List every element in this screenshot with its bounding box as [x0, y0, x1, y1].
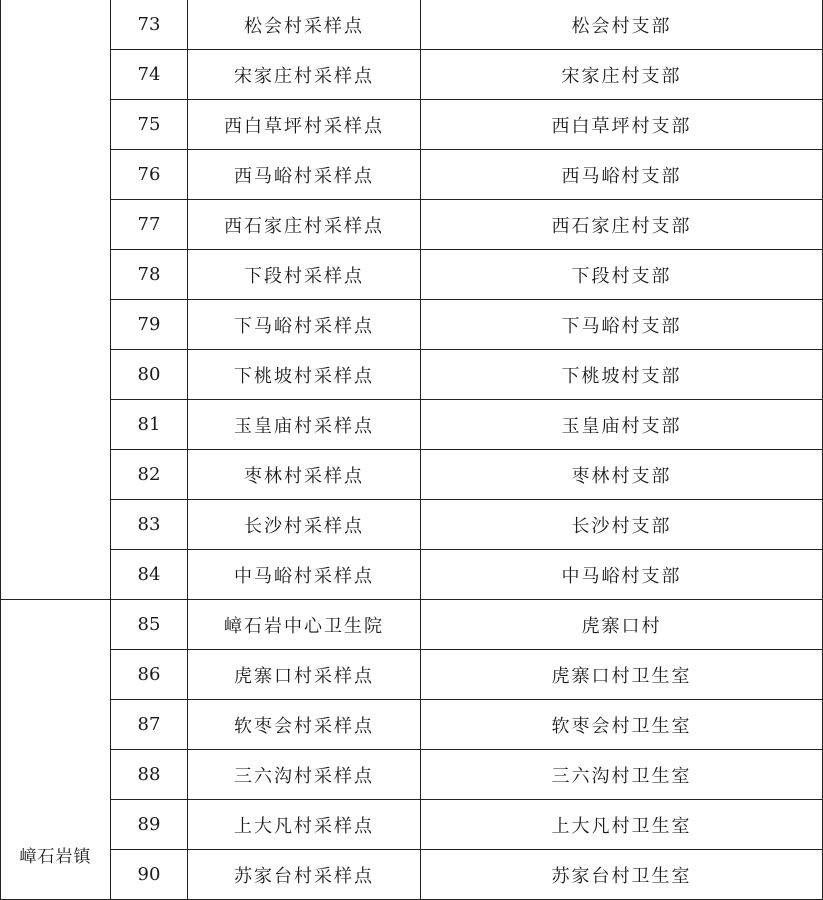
organization-cell: 软枣会村卫生室: [421, 700, 823, 750]
table-row: [1, 200, 823, 250]
sampling-site-cell: 西马峪村采样点: [188, 150, 421, 200]
organization-cell: 松会村支部: [421, 0, 823, 50]
table-row: [1, 150, 823, 200]
sampling-site-cell: 软枣会村采样点: [188, 700, 421, 750]
sampling-site-cell: 三六沟村采样点: [188, 750, 421, 800]
table-body: [1, 0, 823, 900]
sampling-site-cell: 虎寨口村采样点: [188, 650, 421, 700]
row-number-cell: 87: [111, 700, 188, 750]
sampling-site-cell: 宋家庄村采样点: [188, 50, 421, 100]
sampling-site-cell: 中马峪村采样点: [188, 550, 421, 600]
table-row: [1, 500, 823, 550]
organization-cell: 中马峪村支部: [421, 550, 823, 600]
row-number-cell: 88: [111, 750, 188, 800]
row-number-cell: 77: [111, 200, 188, 250]
table-row: [1, 450, 823, 500]
row-number-cell: 73: [111, 0, 188, 50]
organization-cell: 宋家庄村支部: [421, 50, 823, 100]
organization-cell: 玉皇庙村支部: [421, 400, 823, 450]
row-number-cell: 74: [111, 50, 188, 100]
row-number-cell: 78: [111, 250, 188, 300]
table-row: [1, 650, 823, 700]
table-row: [1, 800, 823, 850]
organization-cell: 虎寨口村: [421, 600, 823, 650]
row-number-cell: 86: [111, 650, 188, 700]
sampling-site-cell: 枣林村采样点: [188, 450, 421, 500]
table-row: [1, 250, 823, 300]
row-number-cell: 89: [111, 800, 188, 850]
organization-cell: 虎寨口村卫生室: [421, 650, 823, 700]
table-row: [1, 750, 823, 800]
sampling-site-cell: 西石家庄村采样点: [188, 200, 421, 250]
organization-cell: 枣林村支部: [421, 450, 823, 500]
organization-cell: 西石家庄村支部: [421, 200, 823, 250]
row-number-cell: 84: [111, 550, 188, 600]
table-row: [1, 0, 823, 50]
sampling-site-cell: 西白草坪村采样点: [188, 100, 421, 150]
row-number-cell: 83: [111, 500, 188, 550]
organization-cell: 下马峪村支部: [421, 300, 823, 350]
table-row: [1, 850, 823, 900]
row-number-cell: 90: [111, 850, 188, 900]
row-number-cell: 75: [111, 100, 188, 150]
sampling-site-cell: 长沙村采样点: [188, 500, 421, 550]
table-row: [1, 50, 823, 100]
table-row: [1, 600, 823, 650]
sampling-site-cell: 嶂石岩中心卫生院: [188, 600, 421, 650]
sampling-site-cell: 玉皇庙村采样点: [188, 400, 421, 450]
organization-cell: 西马峪村支部: [421, 150, 823, 200]
sampling-site-cell: 下马峪村采样点: [188, 300, 421, 350]
table-row: [1, 700, 823, 750]
row-number-cell: 80: [111, 350, 188, 400]
organization-cell: 下桃坡村支部: [421, 350, 823, 400]
organization-cell: 长沙村支部: [421, 500, 823, 550]
sampling-site-cell: 松会村采样点: [188, 0, 421, 50]
organization-cell: 三六沟村卫生室: [421, 750, 823, 800]
row-number-cell: 82: [111, 450, 188, 500]
table-row: [1, 300, 823, 350]
organization-cell: 下段村支部: [421, 250, 823, 300]
sampling-site-cell: 上大凡村采样点: [188, 800, 421, 850]
row-number-cell: 81: [111, 400, 188, 450]
town-cell: [1, 0, 111, 600]
row-number-cell: 85: [111, 600, 188, 650]
row-number-cell: 79: [111, 300, 188, 350]
sampling-site-cell: 苏家台村采样点: [188, 850, 421, 900]
town-cell: 嶂石岩镇: [1, 600, 111, 900]
table-row: [1, 350, 823, 400]
table-row: [1, 400, 823, 450]
sampling-site-cell: 下桃坡村采样点: [188, 350, 421, 400]
row-number-cell: 76: [111, 150, 188, 200]
organization-cell: 上大凡村卫生室: [421, 800, 823, 850]
sampling-site-cell: 下段村采样点: [188, 250, 421, 300]
table-row: [1, 550, 823, 600]
table-row: [1, 100, 823, 150]
organization-cell: 苏家台村卫生室: [421, 850, 823, 900]
organization-cell: 西白草坪村支部: [421, 100, 823, 150]
